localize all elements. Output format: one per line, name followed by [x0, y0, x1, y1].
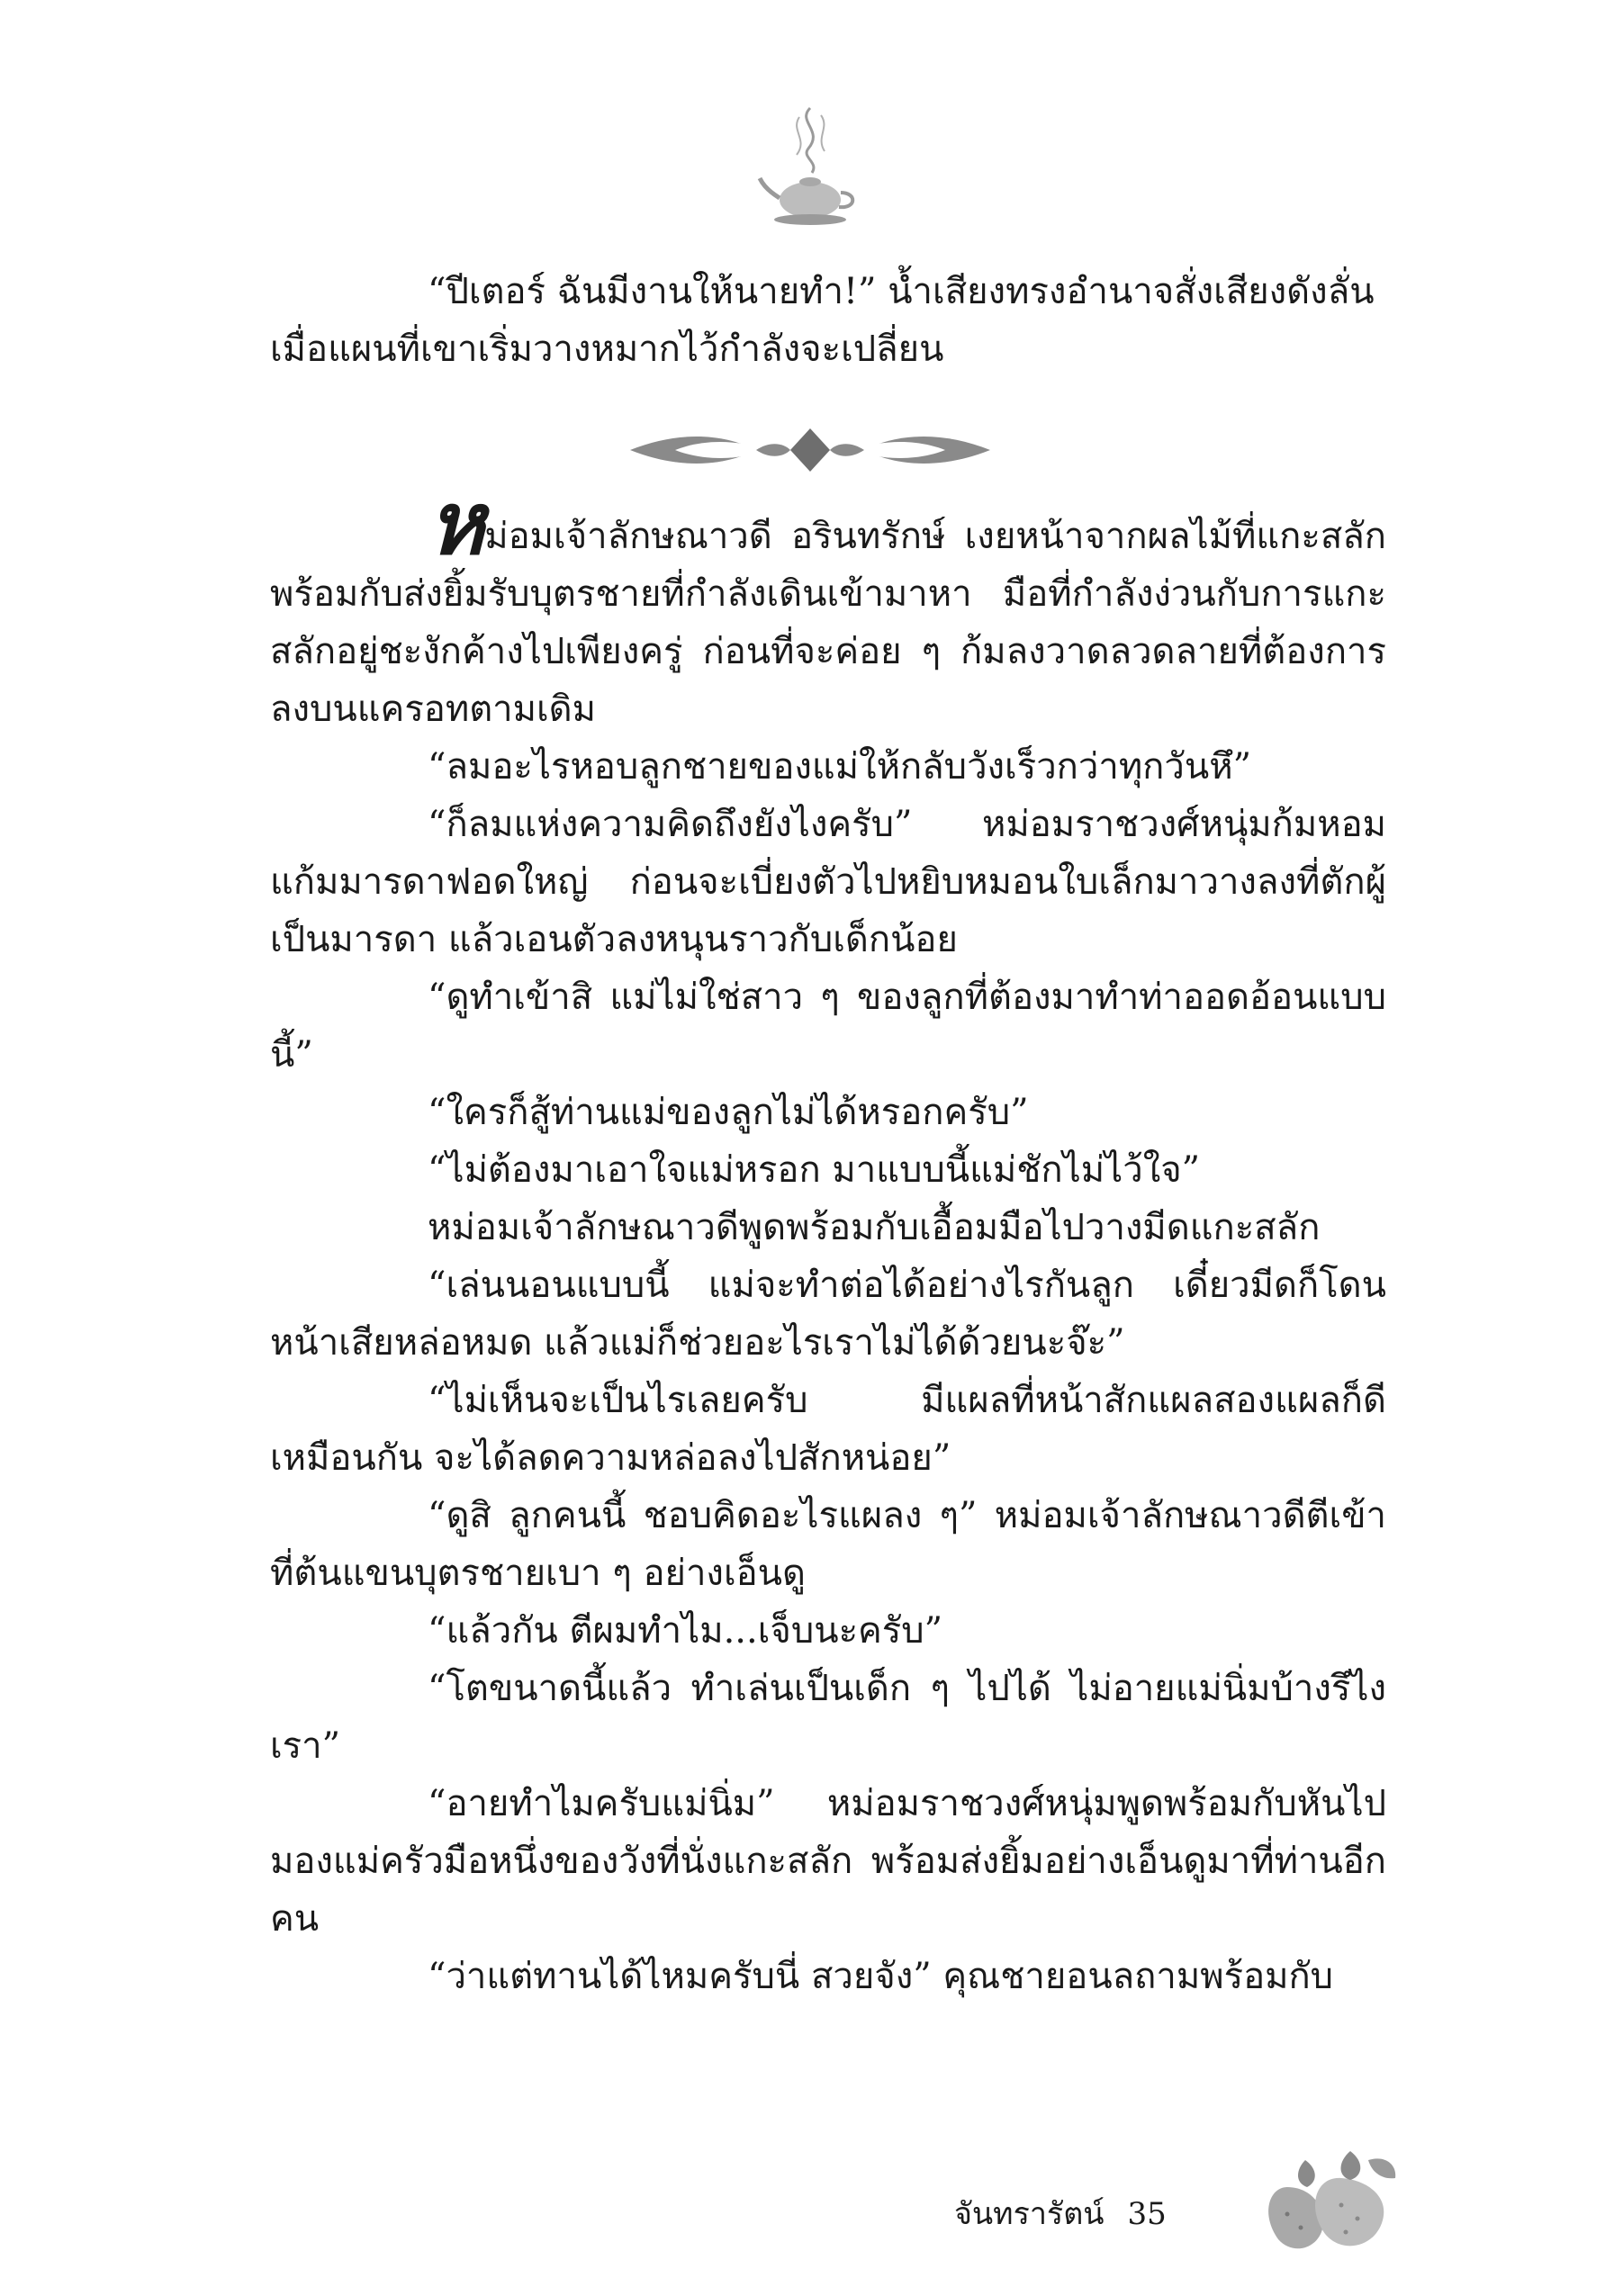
paragraph: “ไม่ต้องมาเอาใจแม่หรอก มาแบบนี้แม่ชักไม่ไว้ใจ” — [428, 1149, 1201, 1191]
opening-passage — [270, 263, 1386, 378]
strawberry-ornament-icon — [1251, 2133, 1404, 2259]
paragraph: “โตขนาดนี้แล้ว ทำเล่นเป็นเด็ก ๆ ไปได้ ไม่อายแม่นิ่มบ้างรึไงเรา” — [270, 1668, 1386, 1767]
paragraph: “ไม่เห็นจะเป็นไรเลยครับ มีแผลที่หน้าสักแผลสองแผลก็ดีเหมือนกัน จะได้ลดความหล่อลงไปสักหน่อย” — [270, 1380, 1386, 1479]
author-name: จันทรารัตน์ — [954, 2196, 1105, 2232]
drop-cap: ห — [428, 473, 485, 574]
flourish-divider-icon — [621, 423, 999, 477]
paragraph: “แล้วกัน ตีผมทำไม...เจ็บนะครับ” — [428, 1610, 943, 1652]
main-passage — [270, 473, 1386, 2005]
paragraph: “ดูทำเข้าสิ แม่ไม่ใช่สาว ๆ ของลูกที่ต้องมาทำท่าออดอ้อนแบบนี้” — [270, 977, 1386, 1076]
paragraph: หม่อมเจ้าลักษณาวดี อรินทรักษ์ เงยหน้าจากผลไม้ที่แกะสลัก พร้อมกับส่งยิ้มรับบุตรชายที่กำลังเดินเข้ามาหา มือที่กำลังง่วนกับการแกะสลักอยู่ชะงักค้างไปเพียงครู่ ก่อนที่จะค่อย ๆ ก้มลงวาดลวดลายที่ต้องการลงบนแครอทตามเดิม — [270, 473, 1386, 730]
teapot-ornament-icon — [756, 99, 864, 234]
paragraph: “ว่าแต่ทานได้ไหมครับนี่ สวยจัง” คุณชายอนลถามพร้อมกับ — [428, 1956, 1334, 1997]
paragraph: “อายทำไมครับแม่นิ่ม” หม่อมราชวงศ์หนุ่มพูดพร้อมกับหันไปมองแม่ครัวมือหนึ่งของวังที่นั่งแกะสลัก พร้อมส่งยิ้มอย่างเอ็นดูมาที่ท่านอีกคน — [270, 1783, 1386, 1940]
page-number: 35 — [1127, 2196, 1167, 2232]
page-footer — [954, 2196, 1167, 2232]
paragraph: “ก็ลมแห่งความคิดถึงยังไงครับ” หม่อมราชวงศ์หนุ่มก้มหอมแก้มมารดาฟอดใหญ่ ก่อนจะเบี่ยงตัวไปหยิบหมอนใบเล็กมาวางลงที่ตักผู้เป็นมารดา แล้วเอนตัวลงหนุนราวกับเด็กน้อย — [270, 804, 1386, 960]
paragraph: “ดูสิ ลูกคนนี้ ชอบคิดอะไรแผลง ๆ” หม่อมเจ้าลักษณาวดีตีเข้าที่ต้นแขนบุตรชายเบา ๆ อย่างเอ็นดู — [270, 1495, 1386, 1594]
paragraph: “ลมอะไรหอบลูกชายของแม่ให้กลับวังเร็วกว่าทุกวันหึ” — [428, 746, 1252, 788]
paragraph: “เล่นนอนแบบนี้ แม่จะทำต่อได้อย่างไรกันลูก เดี๋ยวมีดก็โดนหน้าเสียหล่อหมด แล้วแม่ก็ช่วยอะไรเราไม่ได้ด้วยนะจ๊ะ” — [270, 1265, 1386, 1364]
opening-line: “ปีเตอร์ ฉันมีงานให้นายทำ!” น้ำเสียงทรงอำนาจสั่งเสียงดังลั่น — [428, 271, 1375, 312]
paragraph: หม่อมเจ้าลักษณาวดีพูดพร้อมกับเอื้อมมือไปวางมีดแกะสลัก — [428, 1207, 1321, 1248]
opening-line: เมื่อแผนที่เขาเริ่มวางหมากไว้กำลังจะเปลี่ยน — [270, 329, 944, 370]
paragraph: “ใครก็สู้ท่านแม่ของลูกไม่ได้หรอกครับ” — [428, 1092, 1029, 1133]
